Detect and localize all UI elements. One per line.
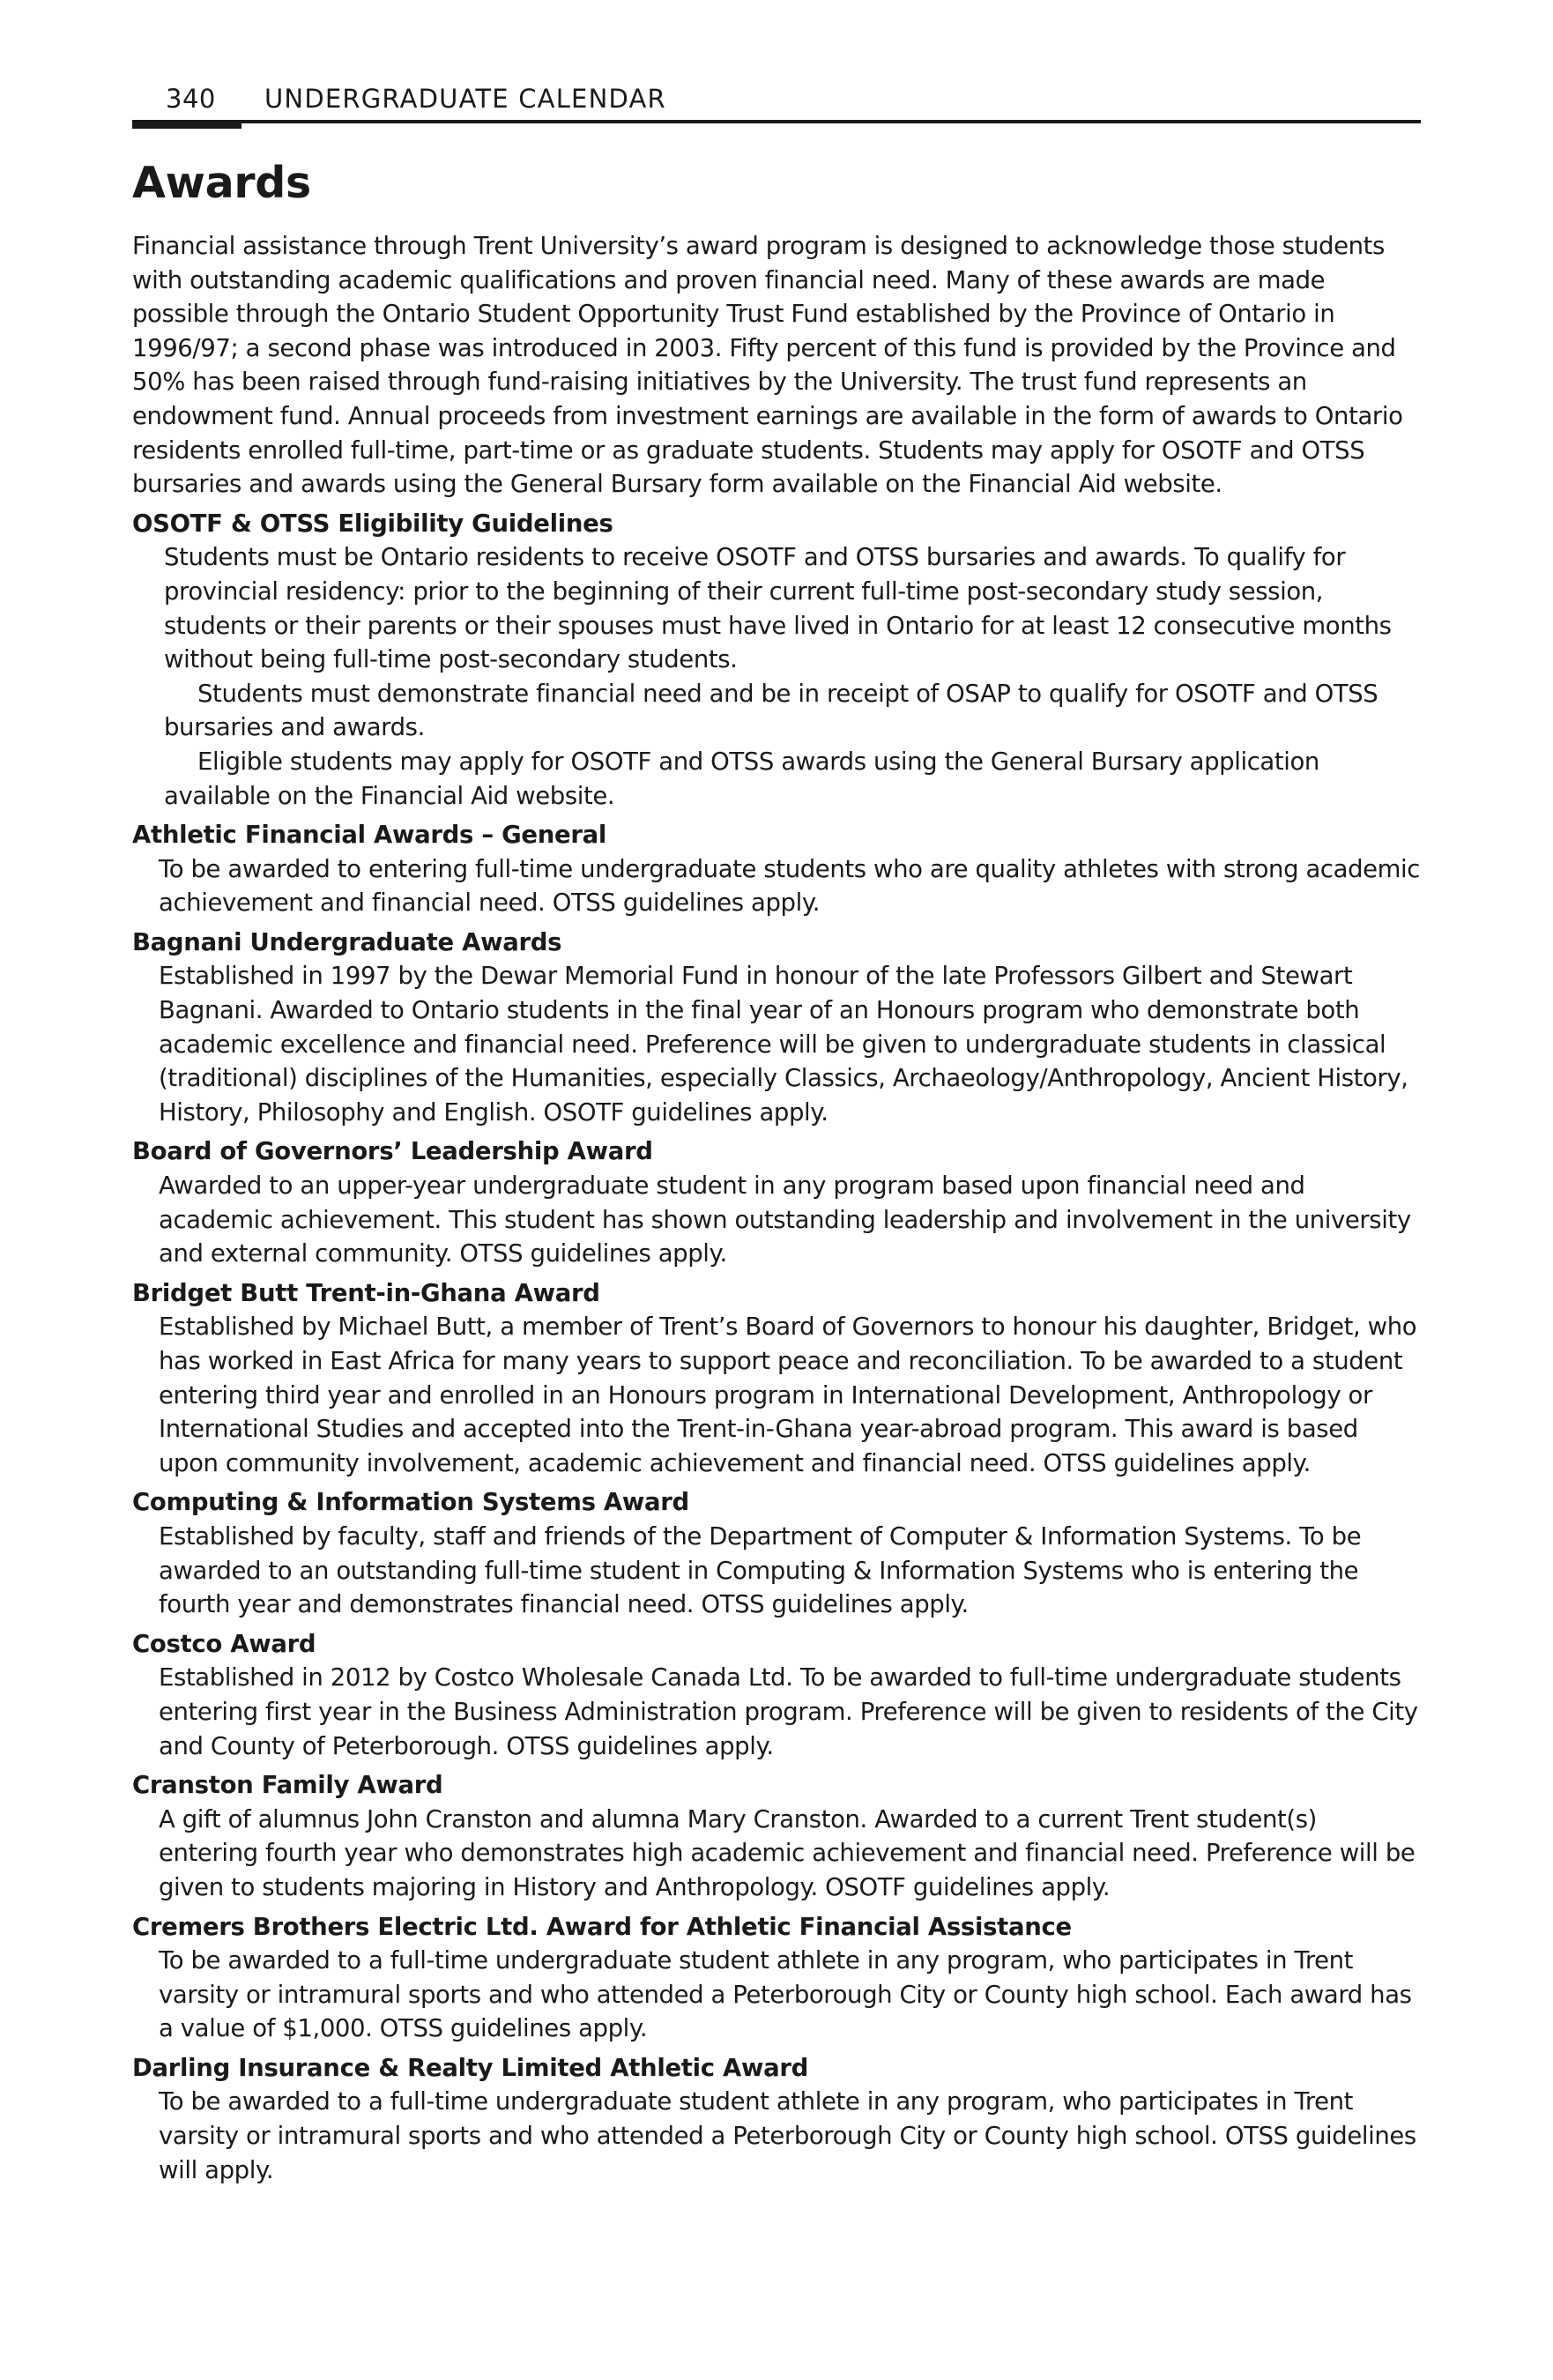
award-entry (132, 1134, 1423, 1270)
page-number: 340 (166, 84, 216, 114)
award-name: Bagnani Undergraduate Awards (132, 927, 562, 956)
header-rule (132, 120, 1421, 123)
page-title: Awards (132, 158, 311, 208)
award-entry (132, 1627, 1423, 1763)
award-entry (132, 1910, 1423, 2046)
award-description: To be awarded to a full-time undergraduate student athlete in any program, who participates in Trent varsity or intramural sports and who attended a Peterborough City or County high school. OTSS guidelines will apply. (159, 2087, 1416, 2184)
eligibility-paragraph: Eligible students may apply for OSOTF and OTSS awards using the General Bursary application available on the Financial Aid website. (164, 747, 1319, 810)
page-header (132, 83, 1421, 123)
eligibility-paragraph: Students must be Ontario residents to receive OSOTF and OTSS bursaries and awards. To qualify for provincial residency: prior to the beginning of their current full-time post-secondary study session, students or their parents or their spouses must have lived in Ontario for at least 12 consecutive months without being full-time post-secondary students. (164, 543, 1392, 674)
award-description: To be awarded to a full-time undergraduate student athlete in any program, who participates in Trent varsity or intramural sports and who attended a Peterborough City or County high school. Each award has a value of $1,000. OTSS guidelines apply. (159, 1946, 1412, 2043)
award-entry (132, 2051, 1423, 2187)
award-description: A gift of alumnus John Cranston and alumna Mary Cranston. Awarded to a current Trent student(s) entering fourth year who demonstrates high academic achievement and financial need. Preference will be given to students majoring in History and Anthropology. OSOTF guidelines apply. (159, 1804, 1416, 1901)
award-name: Cremers Brothers Electric Ltd. Award for Athletic Financial Assistance (132, 1912, 1072, 1941)
award-name: Athletic Financial Awards – General (132, 821, 606, 850)
award-entry (132, 818, 1423, 920)
award-description: Established by Michael Butt, a member of Trent’s Board of Governors to honour his daughter, Bridget, who has worked in East Africa for many years to support peace and reconciliation. To be awarded to a student entering third year and enrolled in an Honours program in International Development, Anthropology or International Studies and accepted into the Trent-in-Ghana year-abroad program. This award is based upon community involvement, academic achievement and financial need. OTSS guidelines apply. (159, 1313, 1417, 1477)
eligibility-body (164, 540, 1423, 813)
award-description: Established in 2012 by Costco Wholesale Canada Ltd. To be awarded to full-time undergraduate students entering first year in the Business Administration program. Preference will be given to residents of the City and County of Peterborough. OTSS guidelines apply. (159, 1663, 1418, 1760)
award-description: To be awarded to entering full-time undergraduate students who are quality athletes with strong academic achievement and financial need. OTSS guidelines apply. (159, 854, 1421, 918)
award-name: Bridget Butt Trent-in-Ghana Award (132, 1278, 600, 1307)
award-entry (132, 1276, 1423, 1481)
award-name: Cranston Family Award (132, 1771, 443, 1800)
award-description: Established by faculty, staff and friends of the Department of Computer & Information Systems. To be awarded to an outstanding full-time student in Computing & Information Systems who is entering the fourth year and demonstrates financial need. OTSS guidelines apply. (159, 1521, 1362, 1619)
award-description: Awarded to an upper-year undergraduate student in any program based upon financial need and academic achievement. This student has shown outstanding leadership and involvement in the university and external community. OTSS guidelines apply. (159, 1171, 1411, 1268)
eligibility-heading: OSOTF & OTSS Eligibility Guidelines (132, 509, 613, 538)
running-title: UNDERGRADUATE CALENDAR (264, 84, 666, 114)
intro-paragraph: Financial assistance through Trent University’s award program is designed to acknowledge those students with outstanding academic qualifications and proven financial need. Many of these awards are made possible through the Ontario Student Opportunity Trust Fund established by the Province of Ontario in 1996/97; a second phase was introduced in 2003. Fifty percent of this fund is provided by the Province and 50% has been raised through fund-raising initiatives by the University. The trust fund represents an endowment fund. Annual proceeds from investment earnings are available in the form of awards to Ontario residents enrolled full-time, part-time or as graduate students. Students may apply for OSOTF and OTSS bursaries and awards using the General Bursary form available on the Financial Aid website. (132, 232, 1403, 499)
award-name: Computing & Information Systems Award (132, 1488, 689, 1517)
eligibility-section (132, 507, 1423, 813)
award-entry (132, 1768, 1423, 1904)
award-name: Costco Award (132, 1629, 316, 1658)
header-tab-marker (132, 120, 241, 129)
award-description: Established in 1997 by the Dewar Memorial Fund in honour of the late Professors Gilbert and Stewart Bagnani. Awarded to Ontario students in the final year of an Honours program who demonstrate both academic excellence and financial need. Preference will be given to undergraduate students in classical (traditional) disciplines of the Humanities, especially Classics, Archaeology/Anthropology, Ancient History, History, Philosophy and English. OSOTF guidelines apply. (159, 962, 1408, 1127)
award-name: Board of Governors’ Leadership Award (132, 1137, 653, 1166)
main-content (132, 229, 1423, 2187)
award-name: Darling Insurance & Realty Limited Athletic Award (132, 2053, 809, 2082)
eligibility-paragraph: Students must demonstrate financial need and be in receipt of OSAP to qualify for OSOTF and OTSS bursaries and awards. (164, 679, 1378, 742)
award-entry (132, 926, 1423, 1130)
award-entry (132, 1485, 1423, 1621)
